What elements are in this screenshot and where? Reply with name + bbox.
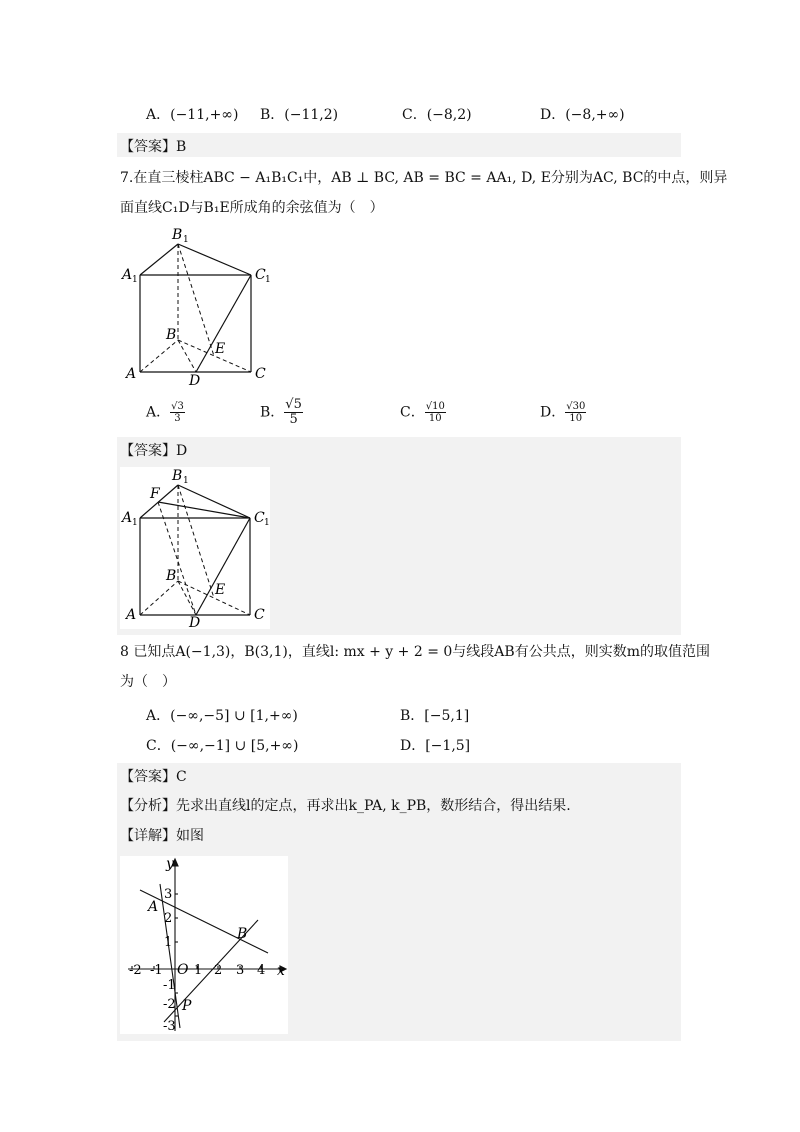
tick-y-3: 3 bbox=[164, 887, 173, 902]
tick-y-neg3: -3 bbox=[163, 1019, 176, 1034]
label-a1: A bbox=[122, 267, 133, 283]
q7-option-b-letter: B． bbox=[260, 404, 285, 421]
q7-text-line1: 7.在直三棱柱ABC − A₁B₁C₁中，AB ⊥ BC, AB = BC = AA₁, D, E分别为AC, BC的中点，则异 bbox=[120, 170, 728, 186]
label-b: B bbox=[166, 327, 177, 343]
q7-option-b-den: 5 bbox=[289, 412, 298, 427]
q7-option-a bbox=[146, 401, 185, 424]
axis-y-label: y bbox=[166, 856, 174, 872]
q7-option-b bbox=[260, 398, 303, 427]
q7-answer-figure-panel bbox=[120, 467, 270, 629]
q7-prism-figure bbox=[118, 222, 288, 392]
point-a-label: A bbox=[148, 899, 159, 915]
tick-y-neg1: -1 bbox=[163, 978, 176, 993]
q7-option-a-den: 3 bbox=[174, 413, 181, 424]
label-b1: B bbox=[172, 227, 183, 243]
q7-answer-figure bbox=[120, 467, 270, 629]
label-d: D bbox=[189, 615, 201, 629]
tick-y-neg2: -2 bbox=[163, 997, 176, 1012]
label-f: F bbox=[150, 486, 160, 502]
label-c: C bbox=[255, 366, 266, 382]
q6-option-d: D．(−8,+∞) bbox=[540, 107, 625, 123]
q7-option-c-letter: C． bbox=[400, 404, 425, 421]
q8-answer: 【答案】C bbox=[120, 769, 187, 785]
label-e: E bbox=[215, 341, 226, 357]
q6-option-c: C．(−8,2) bbox=[402, 107, 472, 123]
label-b1: B bbox=[172, 468, 183, 484]
q8-option-d: D．[−1,5] bbox=[400, 738, 471, 754]
q7-option-a-num: √3 bbox=[171, 401, 184, 412]
tick-x-4: 4 bbox=[257, 963, 266, 978]
tick-x-2: 2 bbox=[214, 963, 223, 978]
label-c1: C bbox=[255, 267, 266, 283]
q7-option-c-num: √10 bbox=[425, 401, 445, 412]
point-p-label: P bbox=[182, 998, 192, 1014]
q8-analysis: 【分析】先求出直线l的定点，再求出k_PA, k_PB，数形结合，得出结果. bbox=[120, 798, 571, 814]
q7-answer: 【答案】D bbox=[120, 443, 188, 459]
label-c1-sub: 1 bbox=[265, 275, 271, 285]
label-d: D bbox=[189, 373, 201, 389]
tick-y-2: 2 bbox=[164, 911, 173, 926]
q8-text-line2: 为（ ） bbox=[120, 674, 176, 690]
tick-x-3: 3 bbox=[236, 963, 245, 978]
label-c1-sub: 1 bbox=[264, 518, 270, 528]
label-b1-sub: 1 bbox=[183, 476, 189, 486]
label-b1-sub: 1 bbox=[183, 235, 189, 245]
label-c1: C bbox=[254, 510, 265, 526]
q7-option-c-den: 10 bbox=[428, 413, 442, 424]
label-a: A bbox=[126, 607, 137, 623]
q7-text-line2: 面直线C₁D与B₁E所成角的余弦值为（ ） bbox=[120, 200, 384, 216]
q8-option-b: B．[−5,1] bbox=[400, 708, 470, 724]
axis-x-label: x bbox=[277, 963, 285, 979]
origin-label: O bbox=[177, 962, 189, 978]
label-c: C bbox=[254, 607, 265, 623]
label-a1: A bbox=[122, 510, 133, 526]
q8-option-a: A．(−∞,−5] ∪ [1,+∞) bbox=[146, 708, 298, 724]
tick-x-neg1: -1 bbox=[150, 963, 163, 978]
q8-graph-panel bbox=[120, 856, 288, 1034]
q7-option-d-num: √30 bbox=[566, 401, 586, 412]
q6-option-a: A．(−11,+∞) bbox=[146, 107, 239, 123]
q7-option-d-den: 10 bbox=[569, 413, 583, 424]
q8-coordinate-graph bbox=[120, 856, 288, 1034]
q8-detail: 【详解】如图 bbox=[120, 828, 204, 844]
label-e: E bbox=[215, 582, 226, 598]
q6-answer: 【答案】B bbox=[120, 139, 187, 155]
q7-option-c bbox=[400, 401, 446, 424]
tick-x-1: 1 bbox=[194, 963, 203, 978]
label-a1-sub: 1 bbox=[132, 518, 138, 528]
q7-option-d bbox=[540, 401, 586, 424]
point-b-label: B bbox=[237, 926, 248, 942]
tick-x-neg2: -2 bbox=[129, 963, 142, 978]
q7-option-d-letter: D． bbox=[540, 404, 566, 421]
label-a: A bbox=[126, 366, 137, 382]
label-b: B bbox=[166, 568, 177, 584]
q8-option-c: C．(−∞,−1] ∪ [5,+∞) bbox=[146, 738, 299, 754]
label-a1-sub: 1 bbox=[132, 275, 138, 285]
tick-y-1: 1 bbox=[164, 935, 173, 950]
q7-option-a-letter: A． bbox=[146, 404, 171, 421]
q8-text-line1: 8 已知点A(−1,3)，B(3,1)，直线l: mx + y + 2 = 0与线段AB有公共点，则实数m的取值范围 bbox=[120, 644, 710, 660]
q6-option-b: B．(−11,2) bbox=[260, 107, 339, 123]
q6-answer-band bbox=[117, 133, 681, 157]
q7-option-b-num: √5 bbox=[285, 397, 302, 412]
